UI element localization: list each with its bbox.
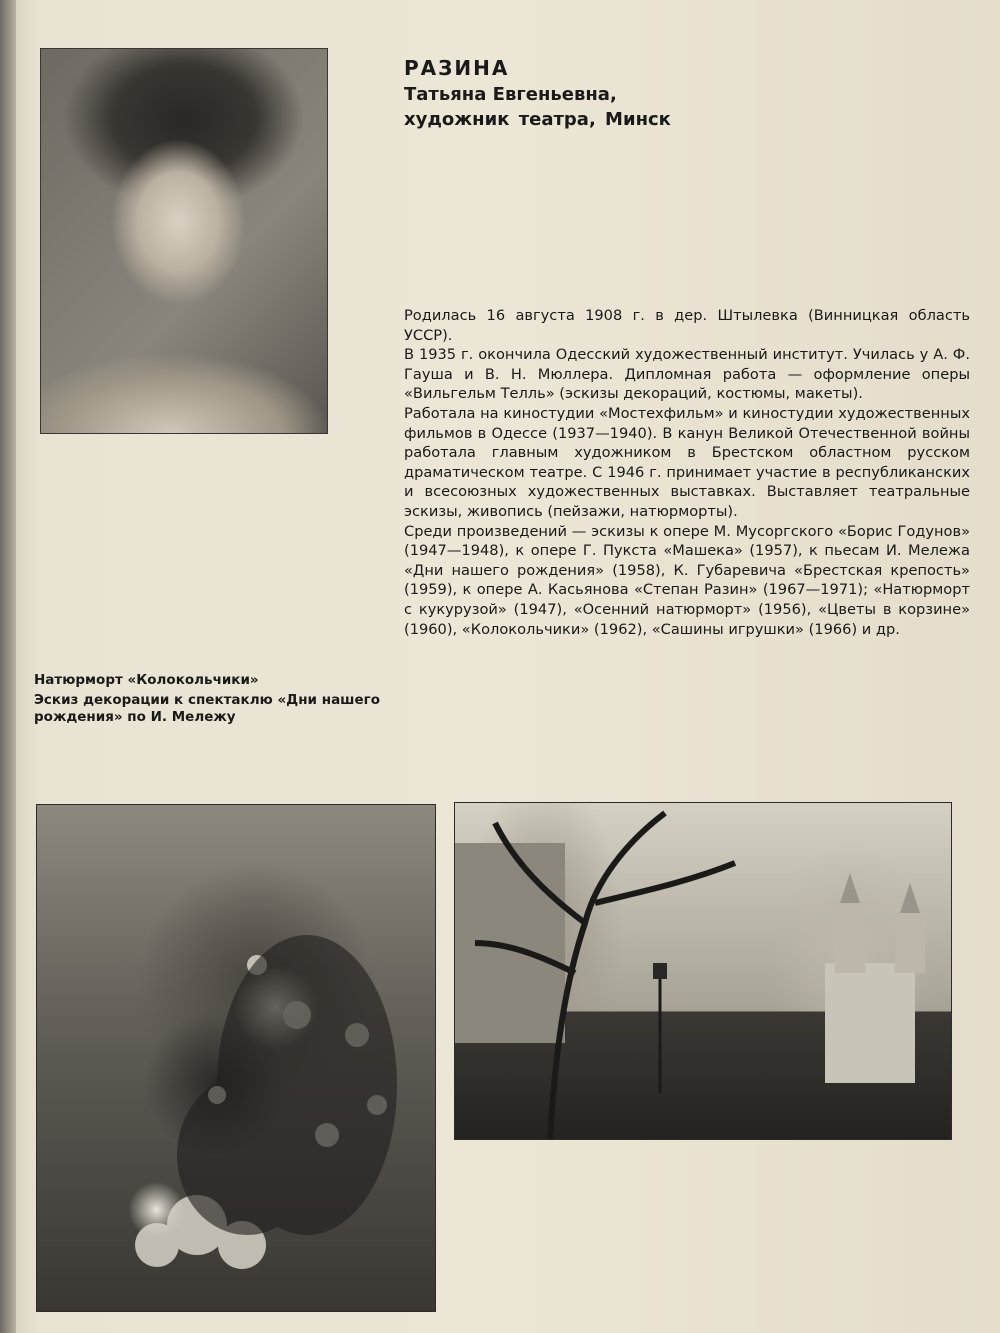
role: художник театра, Минск xyxy=(404,109,671,130)
title-block xyxy=(404,56,671,130)
bio-paragraph-works: Среди произведений — эскизы к опере М. Мусоргского «Борис Годунов» (1947—1948), к опере Г. Пукста «Машека» (1957), к пьесам И. Мележа «Дни нашего рождения» (1958), К. Губаревича «Брестская крепость» (1959), к опере А. Касьянова «Степан Разин» (1967—1971); «Натюрморт с кукурузой» (1947), «Осенний натюрморт» (1956), «Цветы в корзине» (1960), «Колокольчики» (1962), «Сашины игрушки» (1966) и др. xyxy=(404,522,970,638)
bio-paragraph-career: Работала на киностудии «Мостехфильм» и киностудии художественных фильмов в Одессе (1937—1940). В канун Великой Отечественной войны работала главным художником в Брестском областном русском драматическом театре. С 1946 г. принимает участие в республиканских и всесоюзных художественных выставках. Выставляет театральные эскизы, живопись (пейзажи, натюрморты). xyxy=(404,404,970,520)
biography xyxy=(404,306,970,639)
caption-sketch: Эскиз декорации к спектаклю «Дни нашего рождения» по И. Мележу xyxy=(34,692,380,725)
stage-design-sketch xyxy=(454,802,952,1140)
flowers-illustration xyxy=(37,805,435,1311)
bio-paragraph-birth: Родилась 16 августа 1908 г. в дер. Штылевка (Винницкая область УССР). xyxy=(404,307,970,344)
portrait-photo xyxy=(40,48,328,434)
caption-still-life: Натюрморт «Колокольчики» xyxy=(34,672,259,688)
book-gutter xyxy=(0,0,16,1333)
church-scene-illustration xyxy=(455,803,951,1139)
bio-paragraph-education: В 1935 г. окончила Одесский художественный институт. Училась у А. Ф. Гауша и В. Н. Мюллера. Дипломная работа — оформление оперы «Вильгельм Телль» (эскизы декораций, костюмы, макеты). xyxy=(404,346,970,403)
still-life-painting xyxy=(36,804,436,1312)
surname: РАЗИНА xyxy=(404,56,510,80)
full-name: Татьяна Евгеньевна, xyxy=(404,84,617,105)
